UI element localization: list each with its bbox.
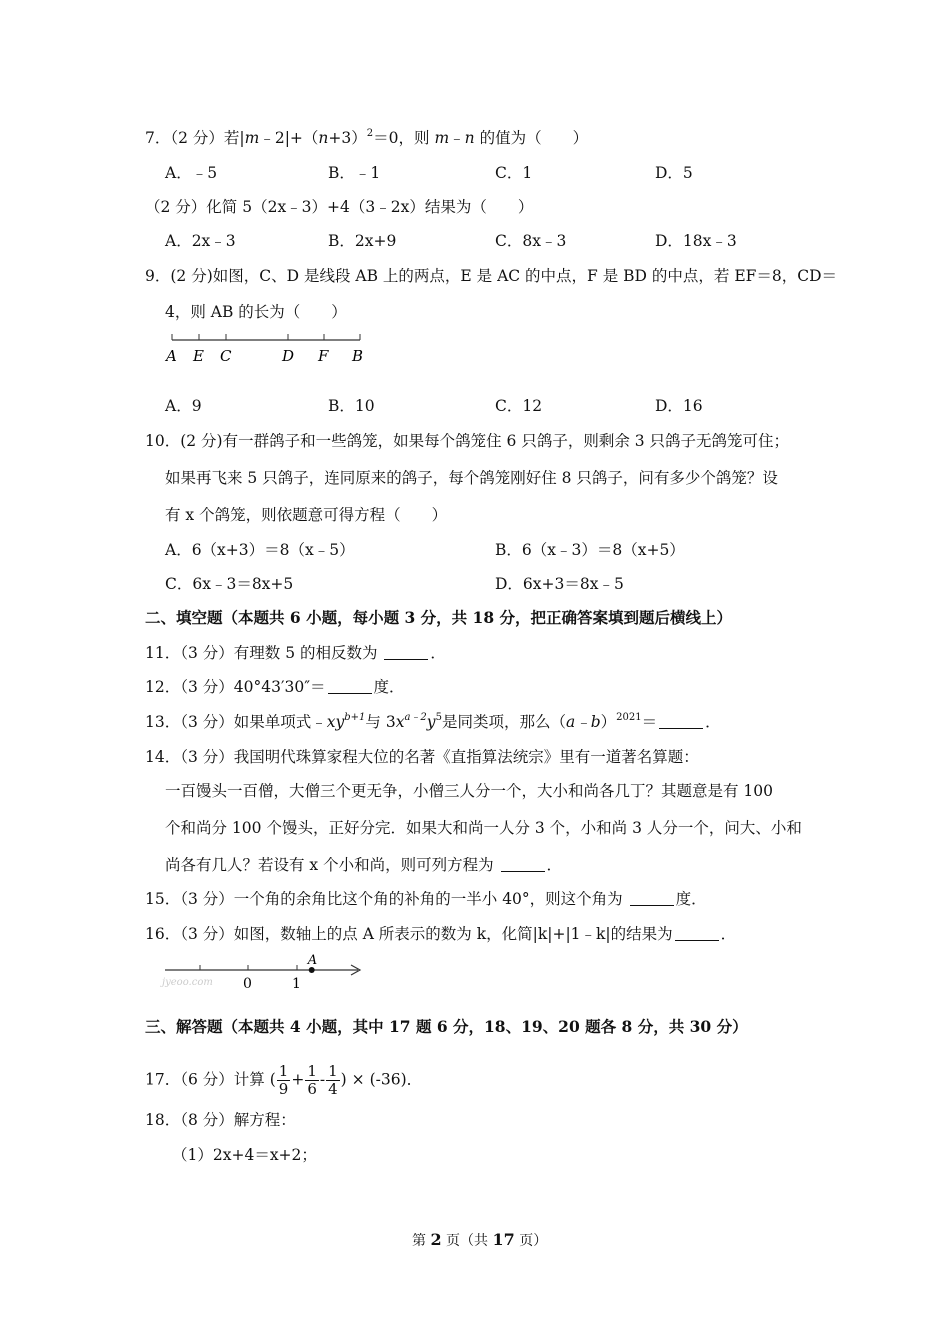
watermark: jyeoo.com bbox=[162, 977, 213, 988]
q8-stem: （2 分）化简 5（2x﹣3）+4（3﹣2x）结果为（ ） bbox=[145, 198, 534, 216]
q9-option-d: D．16 bbox=[655, 397, 703, 415]
label-c: C bbox=[220, 347, 232, 365]
fraction-1-6: $\frac{1}{6}$ bbox=[307, 1062, 317, 1098]
q17: 17．（6 分）计算 ( $\frac{1}{9}$ + $\frac{1}{6}$ - $\frac{1}{4}$ ) × (-36)． bbox=[145, 1062, 423, 1098]
q7-option-a: A．﹣5 bbox=[165, 164, 218, 182]
q13: 13．（3 分）如果单项式$﹣xy^{b+1}$与 $3x^{a﹣2}y^5$是同类项，那么（a﹣b）$^{2021}$＝ ． bbox=[145, 712, 721, 731]
q9-segment-figure bbox=[160, 328, 375, 368]
label-d: D bbox=[282, 347, 295, 365]
total-pages: 17 bbox=[492, 1230, 515, 1249]
q8-option-a: A．2x﹣3 bbox=[165, 232, 236, 250]
q7-stem: 7．（2 分）若$|m﹣2|+(n+3)^2=0$，则 m﹣n 的值为（ ） bbox=[145, 128, 589, 147]
q9-stem-line1: 9．(2 分)如图，C、D 是线段 AB 上的两点，E 是 AC 的中点，F 是 BD 的中点，若 EF＝8，CD＝ bbox=[145, 267, 838, 285]
answer-blank bbox=[501, 857, 545, 872]
answer-blank bbox=[328, 679, 372, 694]
q14-line3: 个和尚分 100 个馒头，正好分完．如果大和尚一人分 3 个，小和尚 3 人分一个，问大、小和 bbox=[165, 819, 802, 837]
q7-option-d: D．5 bbox=[655, 164, 693, 182]
q10-stem-line3: 有 x 个鸽笼，则依题意可得方程（ ） bbox=[165, 506, 448, 524]
label-b: B bbox=[352, 347, 364, 365]
q10-option-d: D．6x+3＝8x﹣5 bbox=[495, 575, 624, 593]
q14-line2: 一百馒头一百僧，大僧三个更无争，小僧三人分一个，大小和尚各几丁？其题意是有 100 bbox=[165, 782, 774, 800]
page-footer: 第 2 页（共 17 页） bbox=[412, 1230, 548, 1249]
q16: 16．（3 分）如图，数轴上的点 A 所表示的数为 k，化简|k|+|1﹣k|的结果为 ． bbox=[145, 925, 737, 943]
current-page: 2 bbox=[430, 1230, 442, 1249]
q7-option-b: B．﹣1 bbox=[328, 164, 381, 182]
answer-blank bbox=[675, 926, 719, 941]
q10-stem-line1: 10．(2 分)有一群鸽子和一些鸽笼，如果每个鸽笼住 6 只鸽子，则剩余 3 只鸽子无鸽笼可住； bbox=[145, 432, 790, 450]
answer-blank bbox=[630, 891, 674, 906]
q11: 11．（3 分）有理数 5 的相反数为 ． bbox=[145, 644, 446, 662]
fraction-1-4: $\frac{1}{4}$ bbox=[328, 1062, 338, 1098]
q8-option-b: B．2x+9 bbox=[328, 232, 397, 250]
q8-option-c: C．8x﹣3 bbox=[495, 232, 567, 250]
q10-option-b: B．6（x﹣3）＝8（x+5） bbox=[495, 541, 685, 559]
q8-option-d: D．18x﹣3 bbox=[655, 232, 737, 250]
section-2-heading: 二、填空题（本题共 6 小题，每小题 3 分，共 18 分，把正确答案填到题后横线上） bbox=[145, 608, 733, 627]
q18-stem: 18．（8 分）解方程： bbox=[145, 1111, 296, 1129]
q9-stem-line2: 4，则 AB 的长为（ ） bbox=[165, 303, 347, 321]
q15: 15．（3 分）一个角的余角比这个角的补角的一半小 40°，则这个角为 度． bbox=[145, 890, 707, 908]
q7-option-c: C．1 bbox=[495, 164, 533, 182]
answer-blank bbox=[384, 645, 428, 660]
q18-part1: （1）2x+4＝x+2； bbox=[172, 1146, 317, 1164]
q16-number-line-figure bbox=[160, 952, 370, 994]
q10-option-a: A．6（x+3）＝8（x﹣5） bbox=[165, 541, 355, 559]
label-a: A bbox=[166, 347, 177, 365]
q14-line1: 14．（3 分）我国明代珠算家程大位的名著《直指算法统宗》里有一道著名算题： bbox=[145, 748, 699, 766]
answer-blank bbox=[659, 714, 703, 729]
q10-option-c: C．6x﹣3＝8x+5 bbox=[165, 575, 294, 593]
fraction-1-9: $\frac{1}{9}$ bbox=[278, 1062, 289, 1098]
label-e: E bbox=[193, 347, 204, 365]
point-a-label: A bbox=[307, 953, 318, 968]
tick-label-0: 0 bbox=[243, 976, 252, 992]
section-3-heading: 三、解答题（本题共 4 小题，其中 17 题 6 分，18、19、20 题各 8 分，共 30 分） bbox=[145, 1017, 748, 1036]
tick-label-1: 1 bbox=[292, 976, 301, 992]
q9-option-b: B．10 bbox=[328, 397, 375, 415]
q10-stem-line2: 如果再飞来 5 只鸽子，连同原来的鸽子，每个鸽笼刚好住 8 只鸽子，问有多少个鸽笼？设 bbox=[165, 469, 778, 487]
label-f: F bbox=[318, 347, 329, 365]
q9-option-a: A．9 bbox=[165, 397, 202, 415]
q12: 12．（3 分）40°43′30″＝ 度． bbox=[145, 678, 405, 696]
q14-line4: 尚各有几人？若设有 x 个小和尚，则可列方程为 ． bbox=[165, 856, 563, 874]
q9-option-c: C．12 bbox=[495, 397, 543, 415]
